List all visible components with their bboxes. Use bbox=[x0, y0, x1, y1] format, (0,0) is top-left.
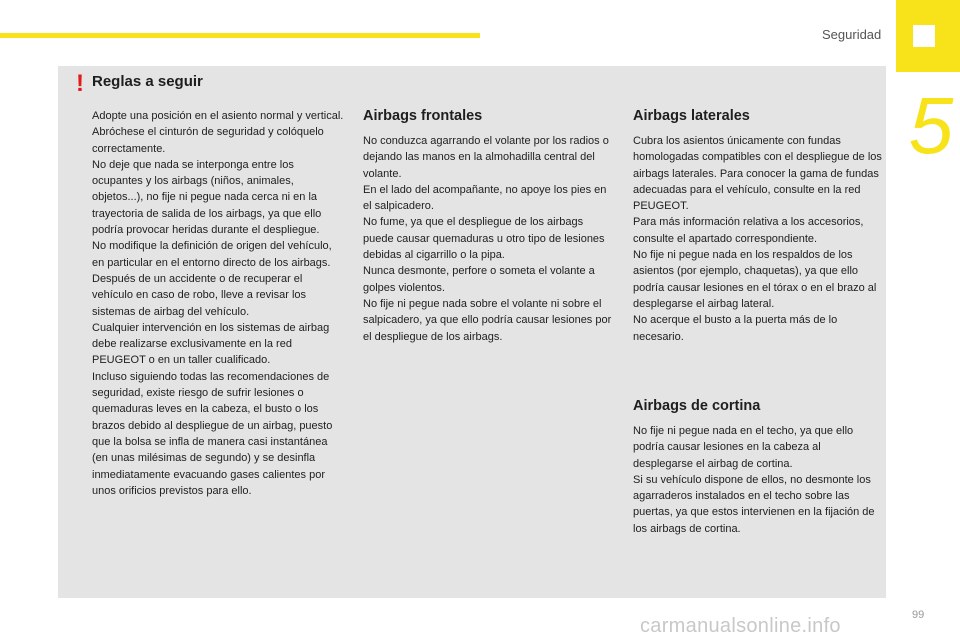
chapter-square-icon bbox=[913, 25, 935, 47]
rule-line: Cubra los asientos únicamente con fundas homologadas compatibles con el despliegue de los airbags laterales. Para conocer la gama de fundas adecuadas para el vehículo, consulte en la red PEUGEOT. bbox=[633, 135, 882, 213]
frontales-column bbox=[363, 107, 613, 345]
rule-line: No modifique la definición de origen del vehículo, en particular en el entorno directo de los airbags. bbox=[92, 240, 332, 269]
frontales-heading: Airbags frontales bbox=[363, 108, 483, 124]
rule-line: Adopte una posición en el asiento normal y vertical. bbox=[92, 110, 344, 122]
panel-title: Reglas a seguir bbox=[92, 73, 203, 90]
rule-line: No deje que nada se interponga entre los ocupantes y los airbags (niños, animales, objetos...), no fije ni pegue nada cerca ni en la trayectoria de salida de los airbags, ya que ello podría provocar heridas durante el despliegue. bbox=[92, 158, 322, 237]
rule-line: Si su vehículo dispone de ellos, no desmonte los agarraderos instalados en el techo sobre las puertas, ya que estos intervienen en la fijación de los airbags de cortina. bbox=[633, 473, 875, 535]
rule-line: Nunca desmonte, perfore o someta el volante a golpes violentos. bbox=[363, 265, 595, 294]
exclamation-icon: ! bbox=[76, 70, 84, 97]
general-rules-column bbox=[92, 108, 344, 499]
header-accent-rule bbox=[0, 33, 480, 38]
rule-line: En el lado del acompañante, no apoye los pies en el salpicadero. bbox=[363, 183, 607, 213]
rule-line: No conduzca agarrando el volante por los radios o dejando las manos en la almohadilla central del volante. bbox=[363, 135, 609, 180]
chapter-number: 5 bbox=[908, 81, 954, 170]
rule-line: No fume, ya que el despliegue de los airbags puede causar quemaduras u otro tipo de lesiones debidas al cigarrillo o la pipa. bbox=[363, 216, 605, 262]
rule-line: No fije ni pegue nada en los respaldos de los asientos (por ejemplo, chaquetas), ya que ello podría causar lesiones en el tórax o en el brazo al desplegarse el airbag lateral. bbox=[633, 249, 877, 310]
chapter-tab bbox=[896, 0, 960, 72]
rule-line: Después de un accidente o de recuperar el vehículo en caso de robo, lleve a revisar los sistemas de airbag del vehículo. bbox=[92, 272, 307, 318]
rule-line: Incluso siguiendo todas las recomendaciones de seguridad, existe riesgo de sufrir lesiones o quemaduras leves en la cabeza, el busto o los brazos debido al despliegue de un airbag, puesto que la bolsa se infla de manera casi instantánea (en unas milésimas de segundo) y se desinfla inmediatamente evacuando gases calientes por unos orificios previstos para ello. bbox=[92, 370, 333, 497]
laterales-heading: Airbags laterales bbox=[633, 108, 750, 124]
cortina-column bbox=[633, 397, 883, 537]
rule-line: No fije ni pegue nada sobre el volante ni sobre el salpicadero, ya que ello podría causar lesiones por el despliegue de los airbags. bbox=[363, 297, 612, 343]
page-number: 99 bbox=[912, 609, 925, 621]
rule-line: Cualquier intervención en los sistemas de airbag debe realizarse exclusivamente en la red PEUGEOT o en un taller cualificado. bbox=[92, 321, 330, 367]
rule-line: Para más información relativa a los accesorios, consulte el apartado correspondiente. bbox=[633, 216, 864, 245]
rule-line: No fije ni pegue nada en el techo, ya que ello podría causar lesiones en la cabeza al desplegarse el airbag de cortina. bbox=[633, 425, 854, 470]
rule-line: Abróchese el cinturón de seguridad y colóquelo correctamente. bbox=[92, 126, 324, 155]
laterales-column bbox=[633, 107, 883, 345]
section-name: Seguridad bbox=[822, 27, 882, 42]
cortina-heading: Airbags de cortina bbox=[633, 398, 761, 414]
watermark: carmanualsonline.info bbox=[640, 615, 841, 637]
rule-line: No acerque el busto a la puerta más de lo necesario. bbox=[633, 314, 838, 343]
